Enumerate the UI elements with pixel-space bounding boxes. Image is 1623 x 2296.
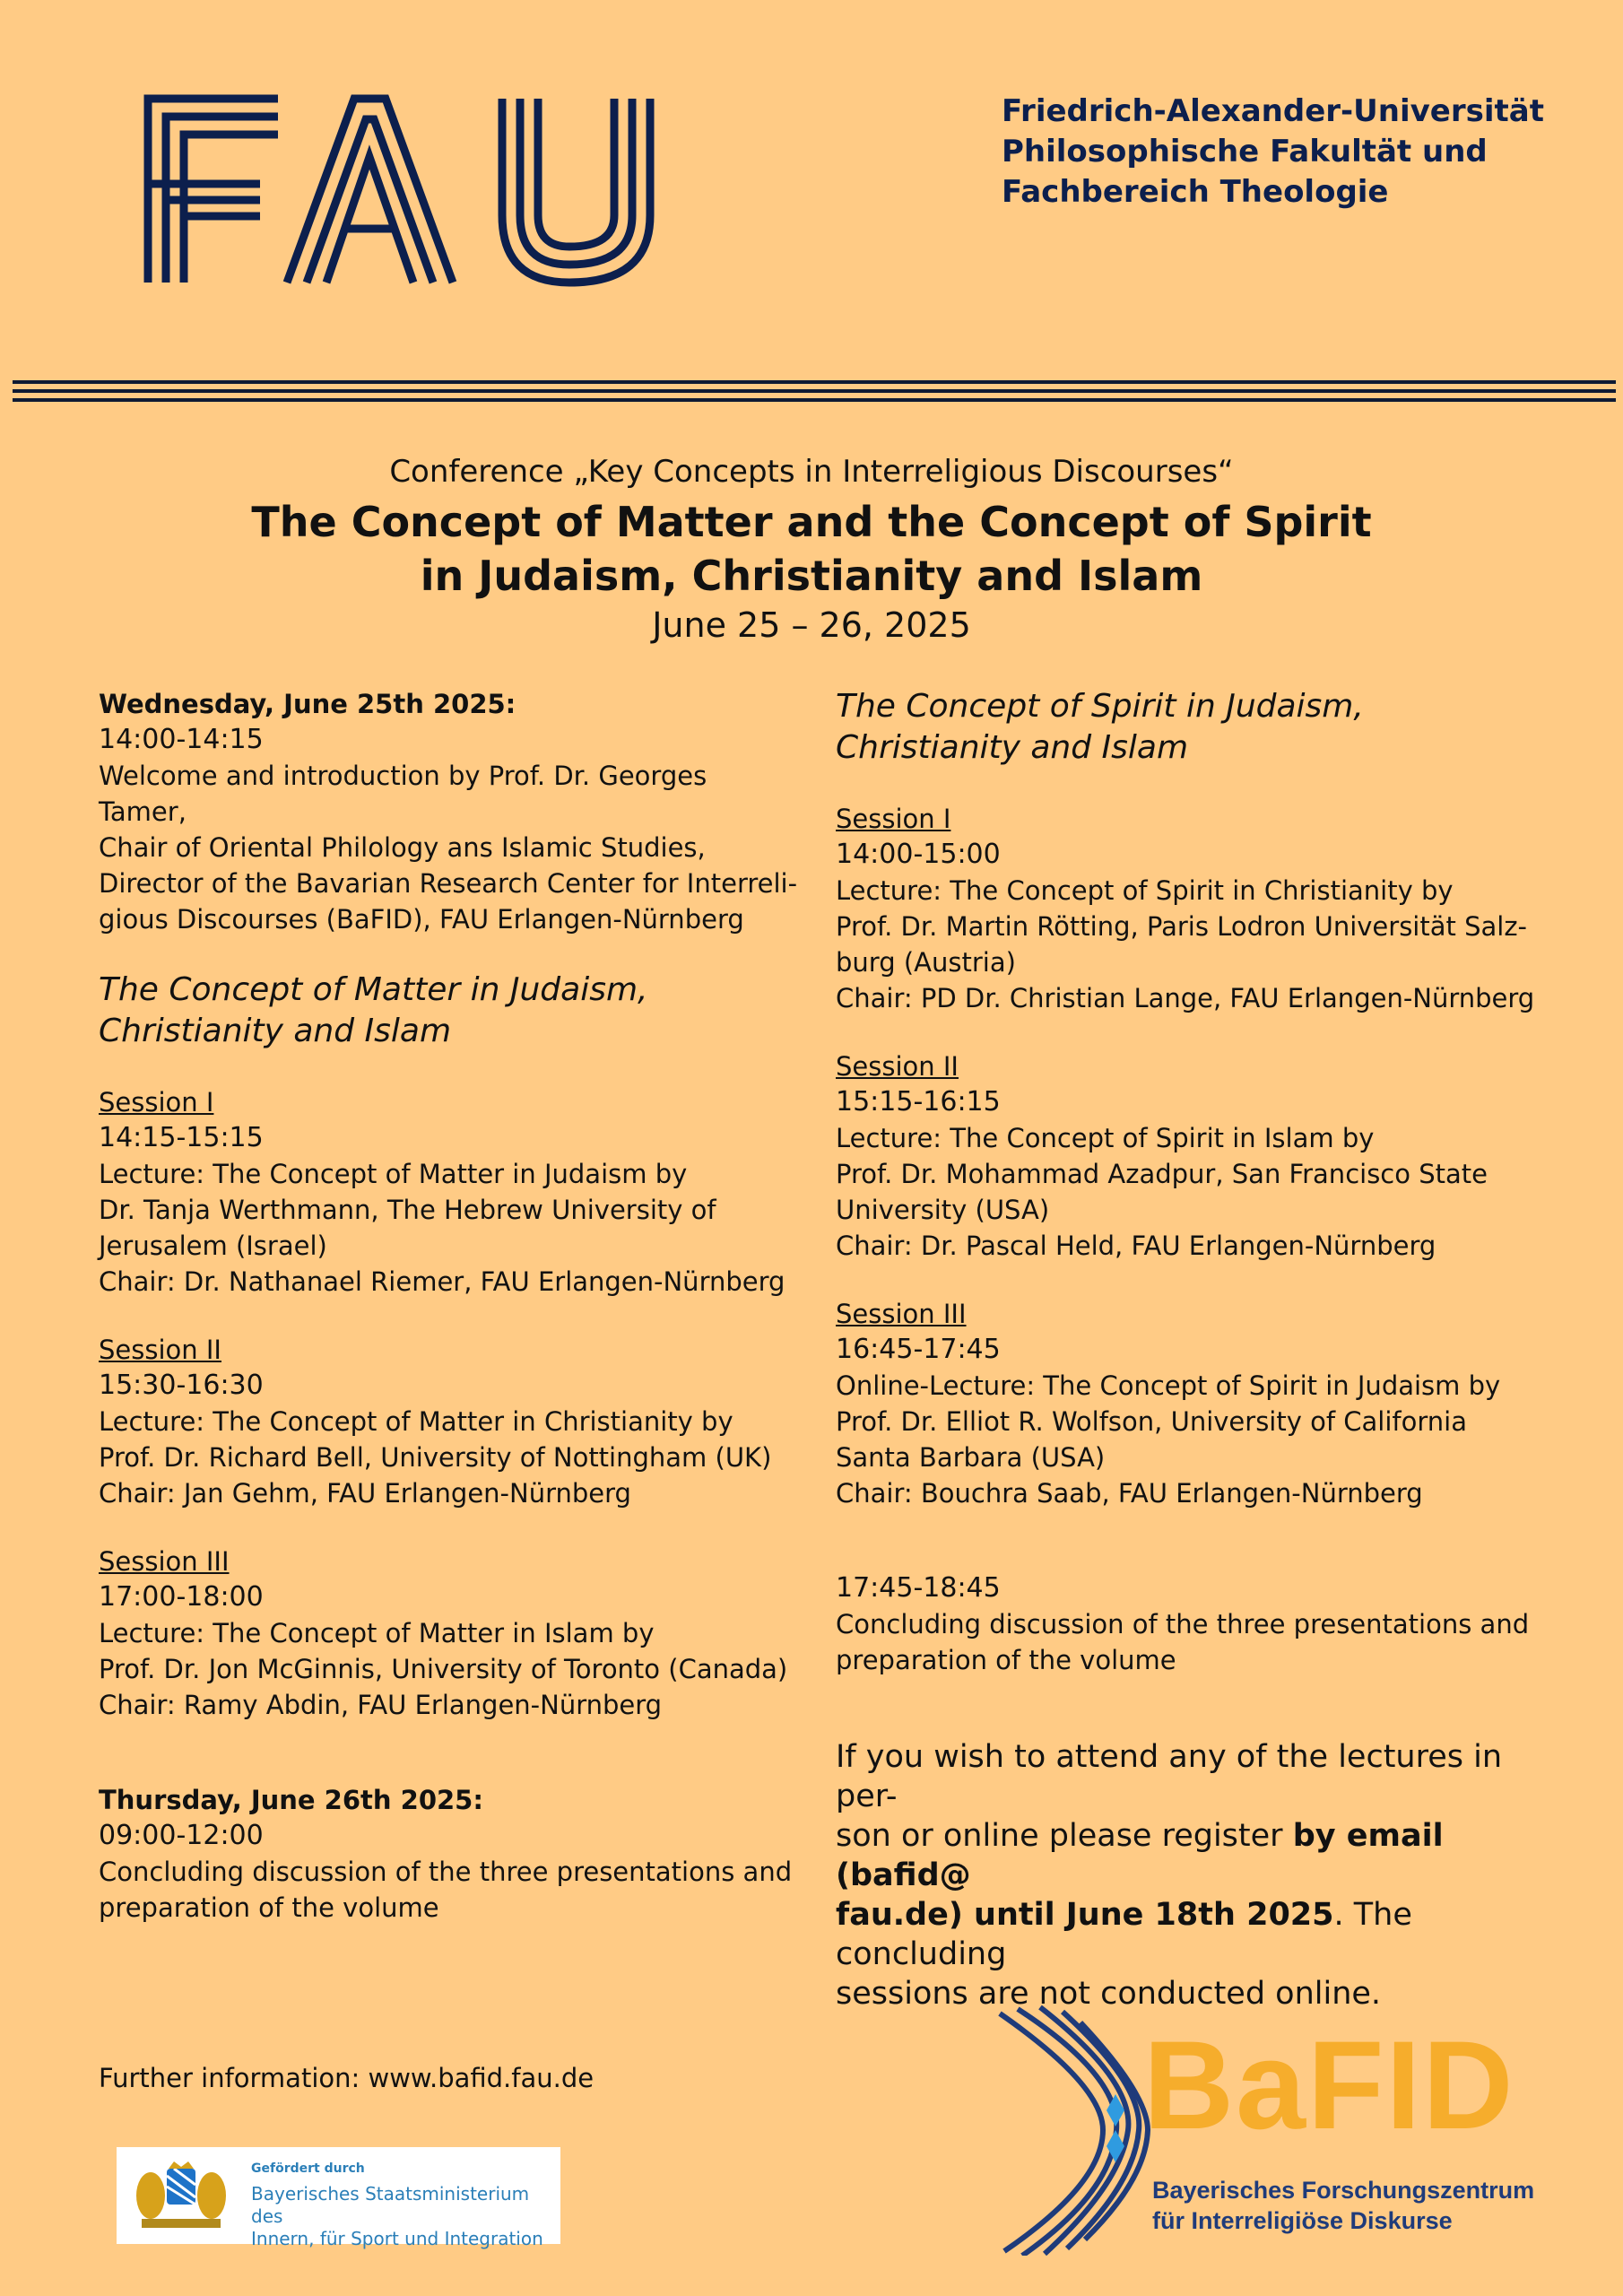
title-line-2: in Judaism, Christianity and Islam <box>420 552 1203 600</box>
further-information-link[interactable]: Further information: www.bafid.fau.de <box>99 2063 595 2093</box>
session-line: Lecture: The Concept of Matter in Judaism by <box>99 1159 688 1189</box>
session-line: Chair: Jan Gehm, FAU Erlangen-Nürnberg <box>99 1478 631 1509</box>
welcome-line: Director of the Bavarian Research Center for Interreli- <box>99 868 798 899</box>
conference-header <box>0 448 1623 648</box>
ministry-name <box>251 2183 556 2250</box>
faculty-line: Philosophische Fakultät und <box>1002 134 1488 170</box>
bavarian-crest-icon <box>133 2160 230 2231</box>
session-line: Prof. Dr. Jon McGinnis, University of Toronto (Canada) <box>99 1654 788 1684</box>
conference-dates: June 25 – 26, 2025 <box>652 605 971 645</box>
left-column <box>99 686 816 1926</box>
welcome-line: Tamer, <box>99 796 187 827</box>
session-line: Lecture: The Concept of Spirit in Islam by <box>836 1123 1375 1153</box>
session-line: Chair: PD Dr. Christian Lange, FAU Erlangen-Nürnberg <box>836 983 1535 1013</box>
ministry-line: Innern, für Sport und Integration <box>251 2228 543 2249</box>
session-line: Prof. Dr. Mohammad Azadpur, San Francisco State <box>836 1159 1488 1189</box>
welcome-line: gious Discourses (BaFID), FAU Erlangen-Nürnberg <box>99 904 744 935</box>
session-time: 15:15-16:15 <box>836 1086 1001 1118</box>
closing-line: preparation of the volume <box>836 1645 1176 1675</box>
section-title-line: Christianity and Islam <box>836 729 1189 766</box>
section-title-line: The Concept of Spirit in Judaism, <box>836 688 1364 725</box>
session-line: Jerusalem (Israel) <box>99 1231 327 1261</box>
welcome-time: 14:00-14:15 <box>99 724 264 755</box>
session-label: Session II <box>99 1335 221 1365</box>
session-line: Dr. Tanja Werthmann, The Hebrew University of <box>99 1195 716 1225</box>
session-line: Prof. Dr. Elliot R. Wolfson, University of California <box>836 1406 1467 1437</box>
session-line: Santa Barbara (USA) <box>836 1442 1106 1473</box>
day-2-line: Concluding discussion of the three presentations and <box>99 1857 793 1887</box>
session-time: 15:30-16:30 <box>99 1370 264 1401</box>
main-title <box>0 495 1623 603</box>
header-divider <box>13 380 1616 402</box>
session-line: Prof. Dr. Martin Rötting, Paris Lodron Universität Salz- <box>836 911 1528 942</box>
register-text: . The concluding <box>836 1897 1412 1972</box>
session-time: 17:00-18:00 <box>99 1581 264 1613</box>
day-2-heading: Thursday, June 26th 2025: <box>99 1785 483 1815</box>
session-label: Session I <box>99 1087 214 1118</box>
title-line-1: The Concept of Matter and the Concept of Spirit <box>251 498 1372 546</box>
session-label: Session II <box>836 1051 959 1082</box>
day-1-heading: Wednesday, June 25th 2025: <box>99 689 516 719</box>
conference-name: Conference „Key Concepts in Interreligious Discourses“ <box>389 454 1234 490</box>
session-line: Lecture: The Concept of Spirit in Christianity by <box>836 875 1454 906</box>
ministry-logo <box>117 2147 560 2249</box>
session-line: Chair: Dr. Nathanael Riemer, FAU Erlangen-Nürnberg <box>99 1266 785 1297</box>
session-time: 14:15-15:15 <box>99 1122 264 1153</box>
session-line: University (USA) <box>836 1195 1050 1225</box>
session-line: Online-Lecture: The Concept of Spirit in Judaism by <box>836 1370 1501 1401</box>
session-line: Lecture: The Concept of Matter in Christianity by <box>99 1406 733 1437</box>
session-time: 14:00-15:00 <box>836 839 1001 870</box>
register-text: sessions are not conducted online. <box>836 1976 1382 2012</box>
spirit-section-title <box>836 686 1553 769</box>
session-label: Session III <box>836 1299 967 1329</box>
session-time: 16:45-17:45 <box>836 1334 1001 1365</box>
session-line: Chair: Ramy Abdin, FAU Erlangen-Nürnberg <box>99 1690 663 1720</box>
funded-by-label: Gefördert durch <box>251 2161 365 2176</box>
bafid-wordmark: BaFID <box>1143 2014 1515 2155</box>
fau-logo <box>143 94 659 287</box>
ministry-line: Bayerisches Staatsministerium des <box>251 2183 530 2227</box>
bafid-line: Bayerisches Forschungszentrum <box>1152 2177 1535 2204</box>
university-line: Friedrich-Alexander-Universität <box>1002 93 1544 129</box>
session-label: Session III <box>99 1546 230 1577</box>
registration-note <box>836 1737 1553 2013</box>
bafid-line: für Interreligiöse Diskurse <box>1152 2207 1453 2234</box>
matter-section-title <box>99 970 816 1052</box>
session-line: Lecture: The Concept of Matter in Islam by <box>99 1618 655 1648</box>
session-line: Chair: Dr. Pascal Held, FAU Erlangen-Nürnberg <box>836 1231 1436 1261</box>
session-line: Chair: Bouchra Saab, FAU Erlangen-Nürnberg <box>836 1478 1423 1509</box>
session-label: Session I <box>836 804 951 834</box>
day-2-line: preparation of the volume <box>99 1892 439 1923</box>
department-line: Fachbereich Theologie <box>1002 174 1389 210</box>
register-deadline: fau.de) until June 18th 2025 <box>836 1897 1334 1933</box>
bafid-logo <box>995 2000 1578 2260</box>
bafid-full-name <box>1152 2175 1534 2236</box>
section-title-line: The Concept of Matter in Judaism, <box>99 971 648 1008</box>
register-text: son or online please register <box>836 1818 1293 1854</box>
closing-time: 17:45-18:45 <box>836 1572 1001 1604</box>
section-title-line: Christianity and Islam <box>99 1013 452 1049</box>
closing-line: Concluding discussion of the three presentations and <box>836 1609 1530 1639</box>
welcome-line: Chair of Oriental Philology ans Islamic Studies, <box>99 832 706 863</box>
session-line: burg (Austria) <box>836 947 1016 978</box>
day-2-time: 09:00-12:00 <box>99 1820 264 1851</box>
right-column <box>836 686 1553 2013</box>
register-email: by email (bafid@ <box>836 1818 1444 1893</box>
welcome-line: Welcome and introduction by Prof. Dr. Georges <box>99 761 707 791</box>
university-name <box>1002 91 1584 213</box>
session-line: Prof. Dr. Richard Bell, University of Nottingham (UK) <box>99 1442 772 1473</box>
register-text: If you wish to attend any of the lectures in per- <box>836 1739 1503 1814</box>
